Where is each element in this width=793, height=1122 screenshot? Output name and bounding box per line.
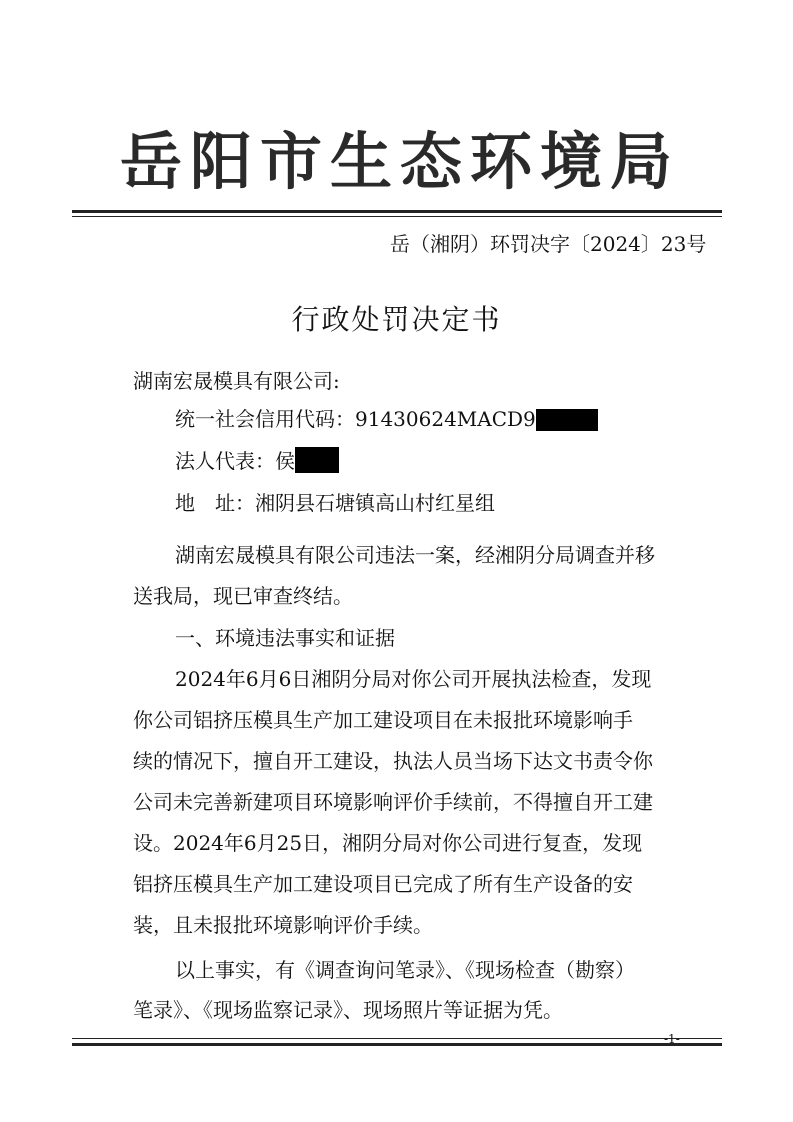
address-line <box>175 489 495 517</box>
body-line: 铝挤压模具生产加工建设项目已完成了所有生产设备的安 <box>133 872 633 896</box>
redaction-block <box>295 447 339 473</box>
credit-code-line <box>175 405 598 433</box>
body-line: 你公司铝挤压模具生产加工建设项目在未报批环境影响手 <box>133 708 633 732</box>
header-rule-thin <box>72 216 722 217</box>
address-value: 湘阴县石塘镇高山村红星组 <box>255 491 495 515</box>
body-line: 湖南宏晟模具有限公司违法一案，经湘阴分局调查并移 <box>175 543 655 567</box>
page-number: -1- <box>664 1032 680 1046</box>
credit-code-value: 91430624MACD9 <box>355 407 536 431</box>
body-line: 设。2024年6月25日，湘阴分局对你公司进行复查，发现 <box>133 831 643 855</box>
document-title: 行政处罚决定书 <box>291 303 502 336</box>
body-line: 装，且未报批环境影响评价手续。 <box>133 913 433 937</box>
footer-rule-thick <box>72 1043 722 1046</box>
body-line: 续的情况下，擅自开工建设，执法人员当场下达文书责令你 <box>133 749 653 773</box>
body-line: 笔录》、《现场监察记录》、现场照片等证据为凭。 <box>133 998 563 1022</box>
legal-rep-line <box>175 447 339 475</box>
address-label: 地 址： <box>175 491 255 515</box>
legal-rep-value: 侯 <box>275 449 295 473</box>
legal-rep-label: 法人代表： <box>175 449 275 473</box>
header-rule-thick <box>72 210 722 213</box>
redaction-block <box>536 409 598 431</box>
credit-code-label: 统一社会信用代码： <box>175 407 355 431</box>
body-line: 公司未完善新建项目环境影响评价手续前，不得擅自开工建 <box>133 790 653 814</box>
body-line: 2024年6月6日湘阴分局对你公司开展执法检查，发现 <box>175 667 652 691</box>
footer-rule-thin <box>72 1038 722 1039</box>
letterhead-title: 岳阳市生态环境局 <box>119 125 680 198</box>
recipient: 湖南宏晟模具有限公司: <box>133 369 340 393</box>
document-number: 岳（湘阴）环罚决字〔2024〕23号 <box>390 232 707 256</box>
section-heading: 一、环境违法事实和证据 <box>175 626 395 650</box>
body-line: 以上事实，有《调查询问笔录》、《现场检查（勘察） <box>175 958 635 982</box>
body-line: 送我局，现已审查终结。 <box>133 584 353 608</box>
